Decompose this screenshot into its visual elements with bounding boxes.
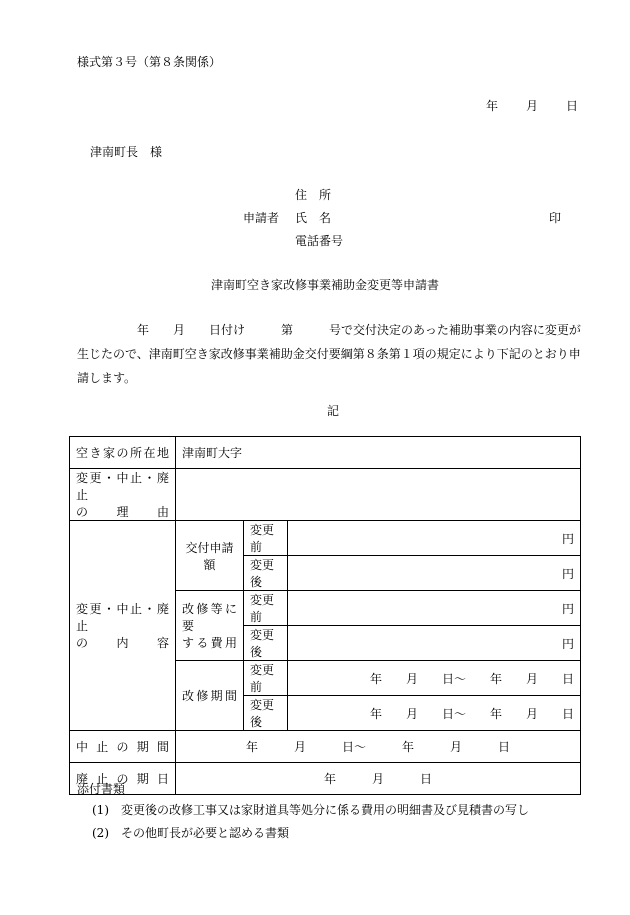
period-before-value: 年 月 日～ 年 月 日 <box>288 661 581 696</box>
abolition-value: 年 月 日 <box>176 763 581 795</box>
date-year: 年 <box>486 99 499 113</box>
suspension-row <box>70 731 581 763</box>
period-after-value: 年 月 日～ 年 月 日 <box>288 696 581 731</box>
content-label: 変更・中止・廃止 の 内 容 <box>70 521 176 731</box>
body-text: 年 月 日付け 第 号で交付決定のあった補助事業の内容に変更が生じたので、津南町空き家改修事業補助金交付要綱第８条第１項の規定により下記のとおり申請します。 <box>77 323 581 385</box>
location-row <box>70 437 581 469</box>
grant-before-yen: 円 <box>288 521 581 556</box>
suspension-label: 中止の期間 <box>70 731 176 763</box>
grant-after-yen: 円 <box>288 556 581 591</box>
location-value: 津南町大字 <box>176 437 581 469</box>
attachments-title: 添付書類 <box>77 782 126 796</box>
attachment-item-2: (2) その他町長が必要と認める書類 <box>92 826 289 840</box>
applicant-label: 申請者 <box>243 211 280 225</box>
cost-label: 改修等に要 する費用 <box>176 591 244 661</box>
addressee: 津南町長 様 <box>90 145 163 159</box>
period-before-label: 変更前 <box>244 661 288 696</box>
attachment-item-1: (1) 変更後の改修工事又は家財道具等処分に係る費用の明細書及び見積書の写し <box>92 803 530 817</box>
period-label: 改修期間 <box>176 661 244 731</box>
reason-value <box>176 469 581 521</box>
grant-after-label: 変更後 <box>244 556 288 591</box>
reason-label: 変更・中止・廃止 の 理 由 <box>70 469 176 521</box>
document-title: 津南町空き家改修事業補助金変更等申請書 <box>211 278 440 292</box>
application-table <box>69 436 581 795</box>
name-label: 氏 名 <box>295 211 332 225</box>
cost-after-label: 変更後 <box>244 626 288 661</box>
application-date <box>486 97 578 114</box>
period-after-label: 変更後 <box>244 696 288 731</box>
location-label: 空き家の所在地 <box>70 437 176 469</box>
form-number: 様式第３号（第８条関係） <box>77 55 222 69</box>
grant-before-row <box>70 521 581 556</box>
seal-mark: 印 <box>549 211 562 225</box>
address-label: 住 所 <box>295 188 332 202</box>
reason-row <box>70 469 581 521</box>
date-month: 月 <box>526 99 539 113</box>
suspension-value: 年 月 日～ 年 月 日 <box>176 731 581 763</box>
phone-label: 電話番号 <box>295 234 344 248</box>
ki-heading: 記 <box>327 404 340 418</box>
cost-after-yen: 円 <box>288 626 581 661</box>
cost-before-label: 変更前 <box>244 591 288 626</box>
abolition-label: 廃止の期日 <box>70 763 176 795</box>
grant-label: 交付申請額 <box>176 521 244 591</box>
date-day: 日 <box>566 99 579 113</box>
abolition-row <box>70 763 581 795</box>
grant-before-label: 変更前 <box>244 521 288 556</box>
cost-before-yen: 円 <box>288 591 581 626</box>
